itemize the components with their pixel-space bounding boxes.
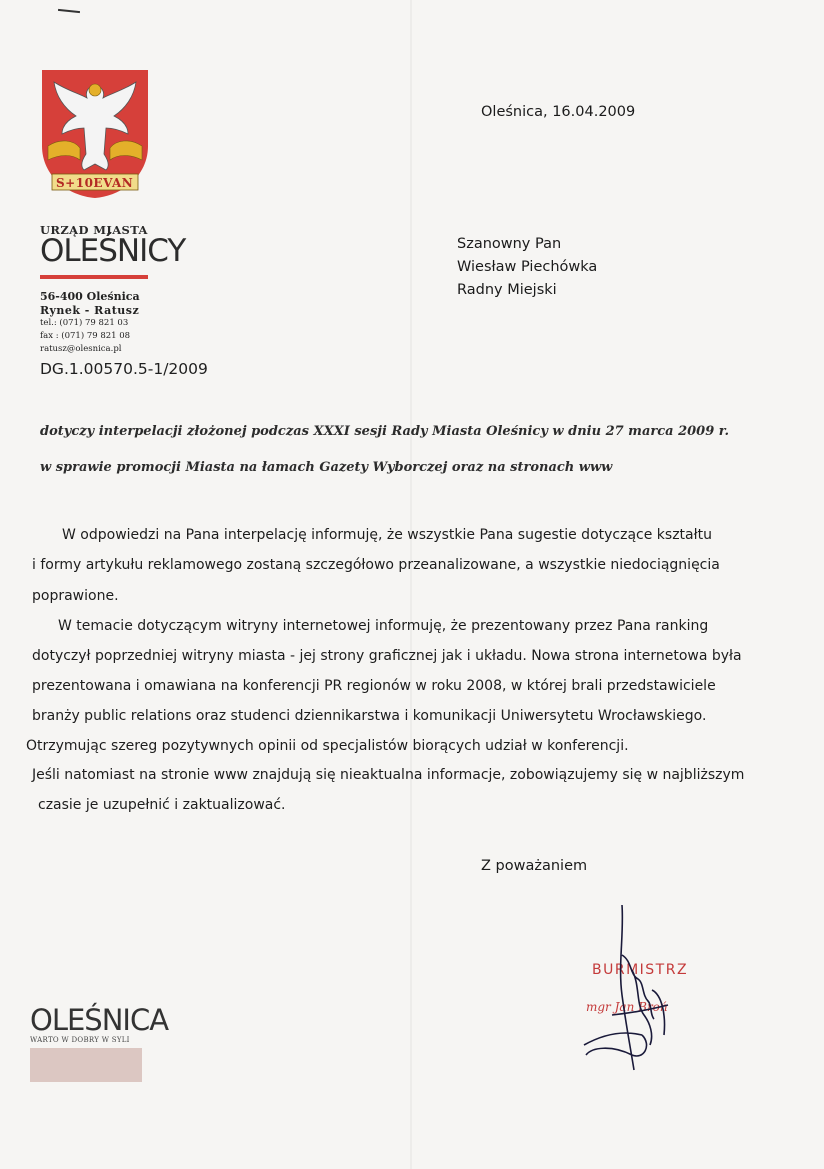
crest-banner-text: S+10EVAN <box>56 176 134 190</box>
body-line: Jeśli natomiast na stronie www znajdują się nieaktualna informacje, zobowiązujemy się w najbliższym <box>32 767 745 783</box>
body-line: prezentowana i omawiana na konferencji PR regionów w roku 2008, w której brali przedstawiciele <box>32 678 716 694</box>
body-line: czasie je uzupełnić i zaktualizować. <box>38 797 286 813</box>
body-line: dotyczył poprzedniej witryny miasta - jej strony graficznej jak i układu. Nowa strona internetowa była <box>32 648 742 664</box>
body-line: Otrzymując szereg pozytywnych opinii od specjalistów biorących udział w konferencji. <box>26 738 629 754</box>
stamp-title: BURMISTRZ <box>592 962 689 978</box>
body-line: i formy artykułu reklamowego zostaną szczegółowo przeanalizowane, a wszystkie niedociągnięcia <box>32 557 720 573</box>
body-line: W temacie dotyczącym witryny internetowej informuję, że prezentowany przez Pana ranking <box>58 618 709 634</box>
brand-logo-text: OLEŚNICA <box>30 1003 169 1037</box>
letter-date: Oleśnica, 16.04.2009 <box>481 104 636 120</box>
body-line: W odpowiedzi na Pana interpelację informuję, że wszystkie Pana sugestie dotyczące kształtu <box>62 527 712 543</box>
reference-number: DG.1.00570.5-1/2009 <box>40 360 208 378</box>
stamp-name: mgr Jan Broń <box>586 1000 668 1014</box>
office-label: URZĄD MIASTA <box>40 223 148 237</box>
subject-line-2: w sprawie promocji Miasta na łamach Gazety Wyborczej oraz na stronach www <box>40 460 613 475</box>
office-divider <box>40 275 148 279</box>
address-email: ratusz@olesnica.pl <box>40 344 122 354</box>
recipient-name: Wiesław Piechówka <box>457 259 598 275</box>
paper-fold <box>410 0 412 1169</box>
handwritten-signature-icon <box>572 895 722 1085</box>
recipient-salutation: Szanowny Pan <box>457 236 562 252</box>
recipient-role: Radny Miejski <box>457 282 557 298</box>
pen-mark <box>58 9 80 13</box>
address-fax: fax : (071) 79 821 08 <box>40 331 131 341</box>
address-postal: 56-400 Oleśnica <box>40 290 140 303</box>
office-name: OLEŚNICY <box>40 233 186 269</box>
brand-banner <box>30 1048 142 1082</box>
address-tel: tel.: (071) 79 821 03 <box>40 318 129 328</box>
address-street: Rynek - Ratusz <box>40 304 140 317</box>
subject-line-1: dotyczy interpelacji złożonej podczas XXXI sesji Rady Miasta Oleśnicy w dniu 27 marca 2009 r. <box>40 424 729 439</box>
closing-phrase: Z poważaniem <box>481 858 588 874</box>
body-line: branży public relations oraz studenci dziennikarstwa i komunikacji Uniwersytetu Wrocławskiego. <box>32 708 707 724</box>
body-line: poprawione. <box>32 588 119 604</box>
brand-tagline: WARTO W DOBRY W SYLI <box>30 1036 130 1044</box>
